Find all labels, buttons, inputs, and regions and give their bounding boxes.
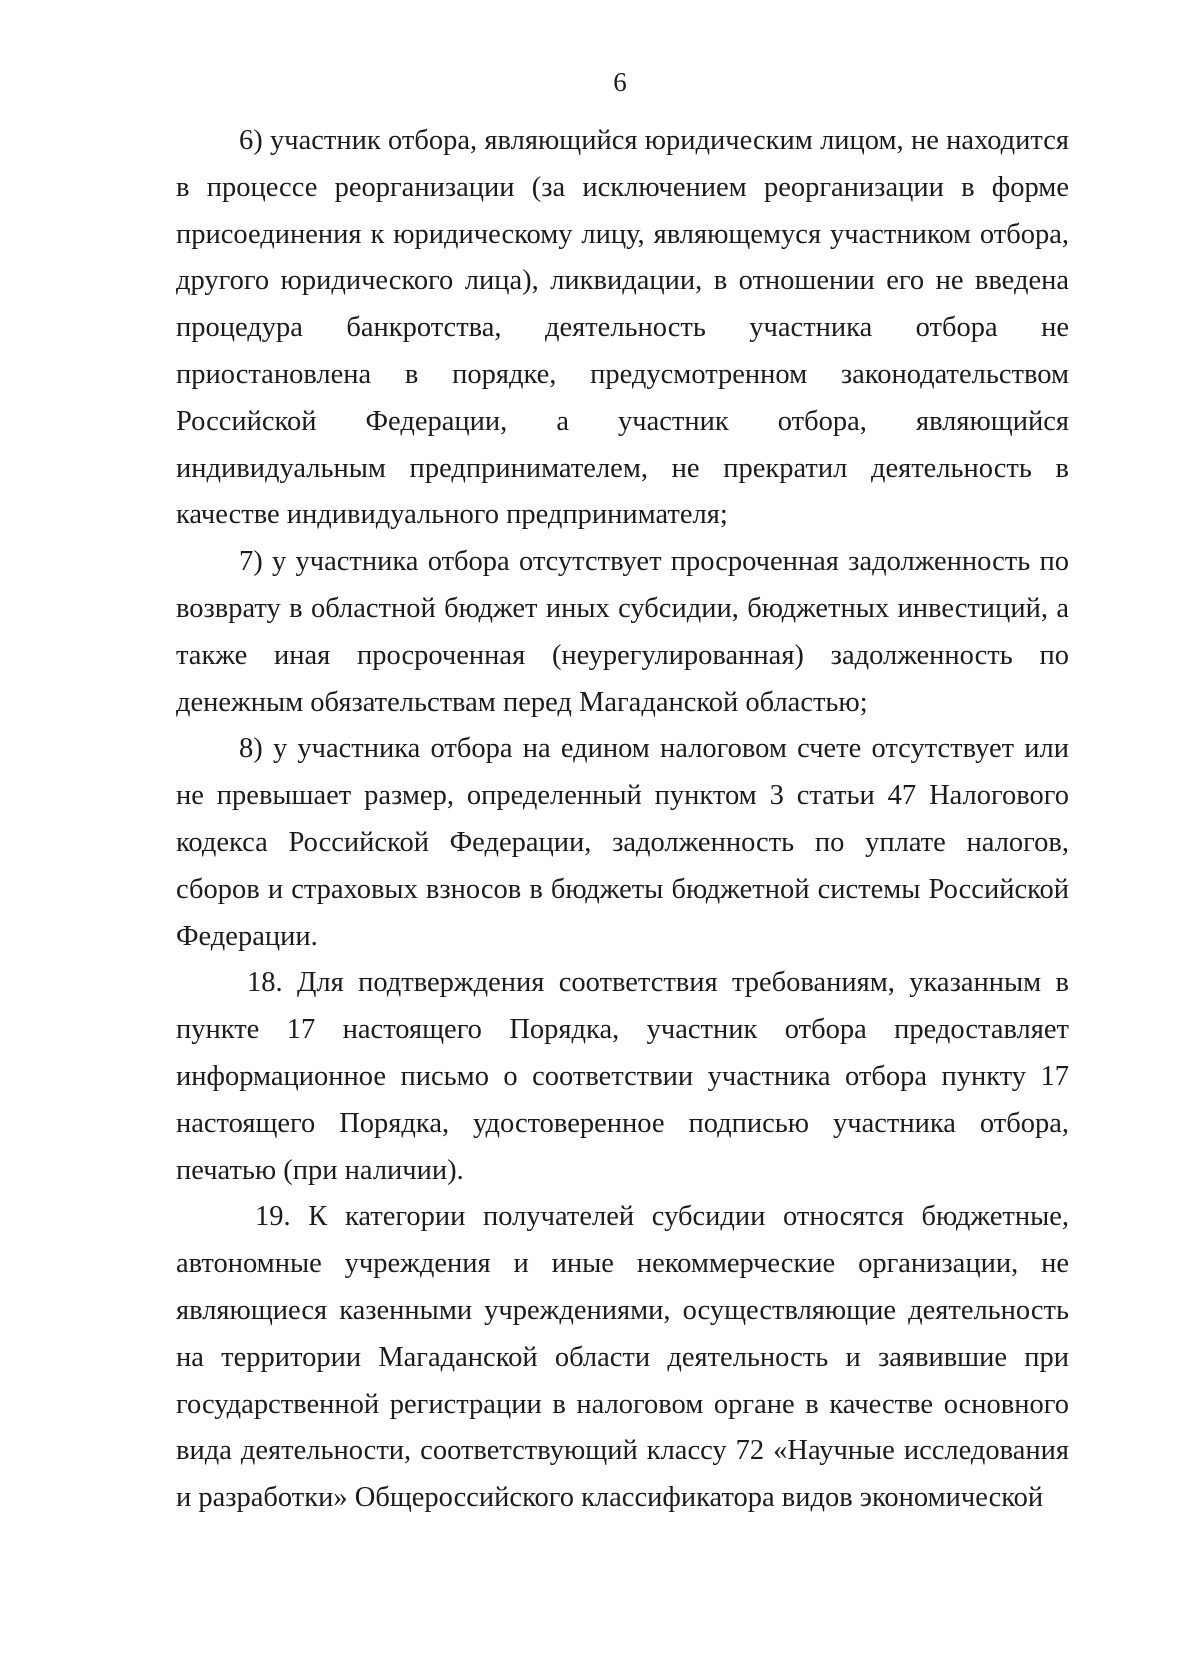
paragraph-item-6: 6) участник отбора, являющийся юридическим лицом, не находится в процессе реорганизации (за исключением реорганизации в форме присоединения к юридическому лицу, являющемуся участником отбора, другого юридического лица), ликвидации, в отношении его не введена процедура банкротства, деятельность участника отбора не приостановлена в порядке, предусмотренном законодательством Российской Федерации, а участник отбора, являющийся индивидуальным предпринимателем, не прекратил деятельность в качестве индивидуального предпринимателя; (176, 125, 1069, 531)
paragraph-item-8: 8) у участника отбора на едином налоговом счете отсутствует или не превышает размер, определенный пунктом 3 статьи 47 Налогового кодекса Российской Федерации, задолженность по уплате налогов, сборов и страховых взносов в бюджеты бюджетной системы Российской Федерации. (176, 733, 1069, 952)
paragraph-item-7: 7) у участника отбора отсутствует просроченная задолженность по возврату в областной бюджет иных субсидии, бюджетных инвестиций, а также иная просроченная (неурегулированная) задолженность по денежным обязательствам перед Магаданской областью; (176, 546, 1069, 718)
document-body (176, 118, 1069, 1522)
page-number: 6 (613, 67, 627, 97)
paragraph-clause-18: 18. Для подтверждения соответствия требованиям, указанным в пункте 17 настоящего Порядка, участник отбора предоставляет информационное письмо о соответствии участника отбора пункту 17 настоящего Порядка, удостоверенное подписью участника отбора, печатью (при наличии). (176, 967, 1069, 1186)
paragraph-clause-19: 19. К категории получателей субсидии относятся бюджетные, автономные учреждения и иные некоммерческие организации, не являющиеся казенными учреждениями, осуществляющие деятельность на территории Магаданской области деятельность и заявившие при государственной регистрации в налоговом органе в качестве основного вида деятельности, соответствующий классу 72 «Научные исследования и разработки» Общероссийского классификатора видов экономической (176, 1201, 1069, 1514)
